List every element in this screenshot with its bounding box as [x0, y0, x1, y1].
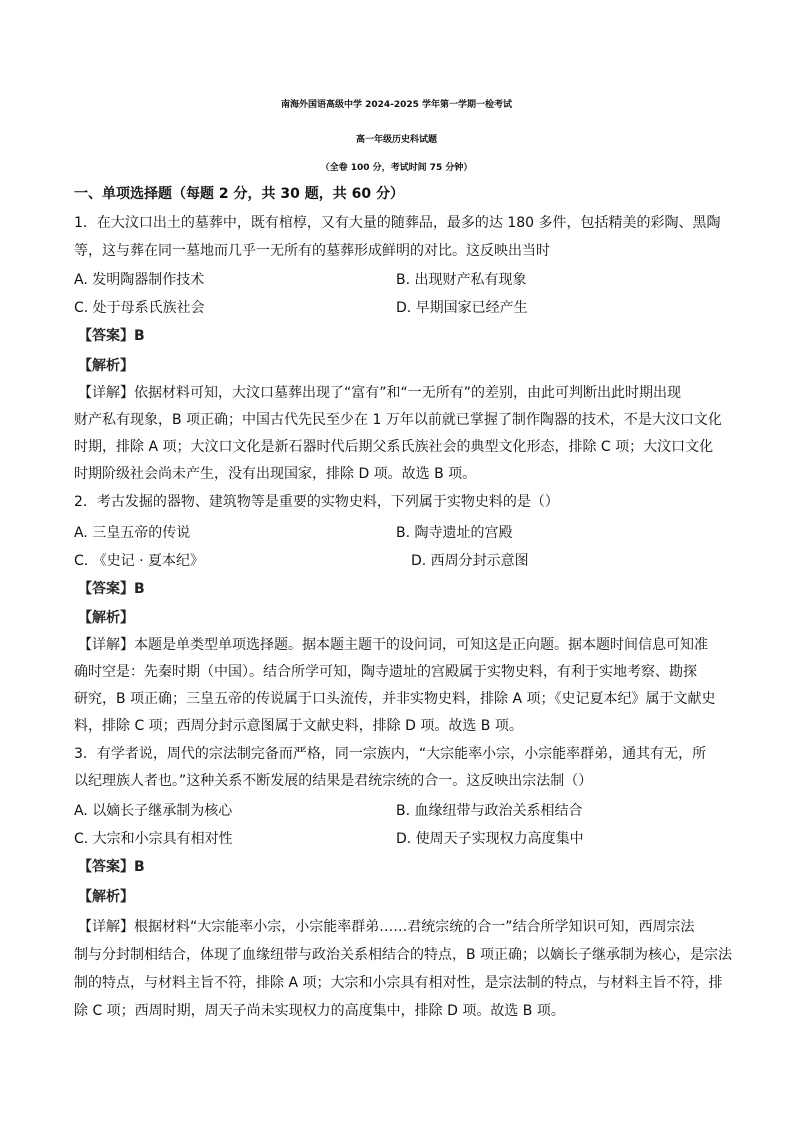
q3-detail-line-1: 【详解】根据材料“大宗能率小宗，小宗能率群弟……君统宗统的合一”结合所学知识可知，西周宗法 [78, 919, 695, 935]
q3-option-a: A. 以嫡长子继承制为核心 [74, 803, 233, 819]
q1-option-d: D. 早期国家已经产生 [396, 300, 528, 316]
q3-option-b: B. 血缘纽带与政治关系相结合 [396, 803, 583, 819]
q2-detail-line-3: 研究，B 项正确；三皇五帝的传说属于口头流传，并非实物史料，排除 A 项；《史记夏本纪》属于文献史 [74, 691, 716, 707]
q2-analysis-label: 【解析】 [78, 610, 134, 626]
q1-option-c: C. 处于母系氏族社会 [74, 300, 205, 316]
exam-note: （全卷 100 分，考试时间 75 分钟） [320, 163, 473, 173]
q2-option-b: B. 陶寺遗址的宫殿 [396, 525, 513, 541]
q2-stem-line-1: 2．考古发掘的器物、建筑物等是重要的实物史料，下列属于实物史料的是（） [74, 494, 559, 510]
section-heading: 一、单项选择题（每题 2 分，共 30 题，共 60 分） [74, 186, 404, 202]
q1-analysis-label: 【解析】 [78, 358, 134, 374]
exam-subtitle: 高一年级历史科试题 [355, 135, 437, 145]
q2-answer: 【答案】B [78, 581, 145, 597]
q1-detail-line-4: 时期阶级社会尚未产生，没有出现国家，排除 D 项。故选 B 项。 [74, 466, 477, 482]
q2-detail-line-1: 【详解】本题是单类型单项选择题。据本题主题干的设问词，可知这是正向题。据本题时间信息可知准 [78, 637, 708, 653]
q3-detail-line-2: 制与分封制相结合，体现了血缘纽带与政治关系相结合的特点，B 项正确；以嫡长子继承制为核心，是宗法 [74, 947, 733, 963]
q2-option-d: D. 西周分封示意图 [411, 553, 529, 569]
q1-detail-line-1: 【详解】依据材料可知，大汶口墓葬出现了“富有”和“一无所有”的差别，由此可判断出此时期出现 [78, 385, 682, 401]
q1-stem-line-1: 1．在大汶口出土的墓葬中，既有棺椁，又有大量的随葬品，最多的达 180 多件，包括精美的彩陶、黑陶 [74, 215, 721, 231]
q2-option-c: C. 《史记 · 夏本纪》 [74, 553, 205, 569]
q2-option-a: A. 三皇五帝的传说 [74, 525, 191, 541]
exam-title: 南海外国语高级中学 2024-2025 学年第一学期一检考试 [280, 100, 513, 110]
q2-detail-line-2: 确时空是：先秦时期（中国）。结合所学可知，陶寺遗址的宫殿属于实物史料，有利于实地考察、勘探 [74, 664, 697, 680]
q1-answer: 【答案】B [78, 328, 145, 344]
q2-detail-line-4: 料，排除 C 项；西周分封示意图属于文献史料，排除 D 项。故选 B 项。 [74, 718, 523, 734]
q1-stem-line-2: 等，这与葬在同一墓地而几乎一无所有的墓葬形成鲜明的对比。这反映出当时 [74, 243, 550, 259]
q3-detail-line-3: 制的特点，与材料主旨不符，排除 A 项；大宗和小宗具有相对性，是宗法制的特点，与材料主旨不符，排 [74, 975, 723, 991]
q1-detail-line-2: 财产私有现象，B 项正确；中国古代先民至少在 1 万年以前就已掌握了制作陶器的技术，不是大汶口文化 [74, 412, 722, 428]
q3-option-c: C. 大宗和小宗具有相对性 [74, 831, 233, 847]
q1-detail-line-3: 时期，排除 A 项；大汶口文化是新石器时代后期父系氏族社会的典型文化形态，排除 C 项；大汶口文化 [74, 439, 714, 455]
q3-detail-line-4: 除 C 项；西周时期，周天子尚未实现权力的高度集中，排除 D 项。故选 B 项。 [74, 1003, 565, 1019]
q3-stem-line-1: 3．有学者说，周代的宗法制完备而严格，同一宗族内，“大宗能率小宗，小宗能率群弟，通其有无，所 [74, 746, 707, 762]
q3-answer: 【答案】B [78, 859, 145, 875]
q3-stem-line-2: 以纪理族人者也。”这种关系不断发展的结果是君统宗统的合一。这反映出宗法制（） [74, 773, 593, 789]
q3-option-d: D. 使周天子实现权力高度集中 [396, 831, 584, 847]
q1-option-a: A. 发明陶器制作技术 [74, 272, 205, 288]
q1-option-b: B. 出现财产私有现象 [396, 272, 527, 288]
q3-analysis-label: 【解析】 [78, 889, 134, 905]
